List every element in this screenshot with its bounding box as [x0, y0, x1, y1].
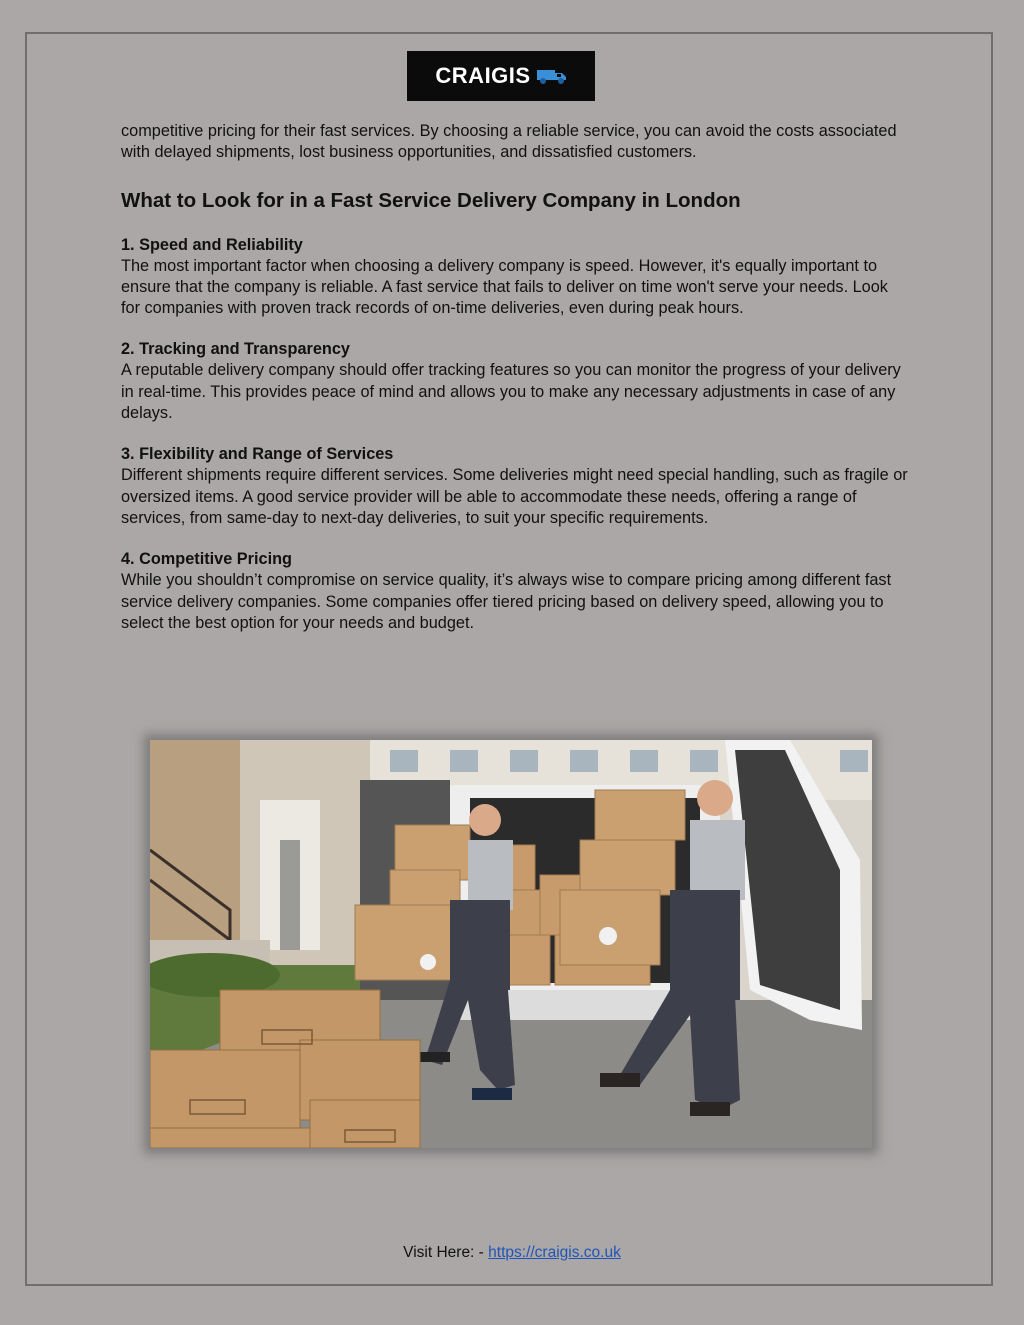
craigis-logo [407, 51, 595, 101]
section-title: 4. Competitive Pricing [121, 550, 292, 569]
section-body: While you shouldn’t compromise on service quality, it’s always wise to compare pricing among different fast service delivery companies. Some companies offer tiered pricing based on delivery speed, allowing you to select the best option for your needs and budget. [121, 571, 892, 632]
section-title: 1. Speed and Reliability [121, 235, 303, 254]
section-flexibility-range [121, 444, 911, 529]
section-competitive-pricing [121, 549, 911, 634]
intro-paragraph: competitive pricing for their fast services. By choosing a reliable service, you can avoid the costs associated with delayed shipments, lost business opportunities, and dissatisfied customers. [121, 122, 897, 162]
movers-illustration [150, 740, 872, 1148]
logo-text: CRAIGIS [435, 63, 531, 88]
movers-photo [150, 740, 872, 1148]
article-content [121, 121, 911, 654]
section-title: 3. Flexibility and Range of Services [121, 445, 394, 464]
section-title: 2. Tracking and Transparency [121, 340, 350, 359]
section-body: A reputable delivery company should offer tracking features so you can monitor the progress of your delivery in real-time. This provides peace of mind and allows you to make any necessary adjustments in case of any delays. [121, 361, 901, 423]
section-body: The most important factor when choosing a delivery company is speed. However, it's equally important to ensure that the company is reliable. A fast service that fails to deliver on time won't serve your needs. Look for companies with proven track records of on-time deliveries, even during peak hours. [121, 256, 888, 318]
footer-label: Visit Here: - [403, 1244, 489, 1261]
footer [0, 1244, 1024, 1262]
truck-icon [537, 67, 567, 85]
section-body: Different shipments require different services. Some deliveries might need special handling, such as fragile or oversized items. A good service provider will be able to accommodate these needs, offering a range of services, from same-day to next-day deliveries, to suit your specific requirements. [121, 466, 908, 527]
article-heading: What to Look for in a Fast Service Delivery Company in London [121, 188, 741, 212]
section-tracking-transparency [121, 339, 911, 424]
website-link[interactable]: https://craigis.co.uk [488, 1244, 621, 1261]
section-speed-reliability [121, 235, 911, 320]
